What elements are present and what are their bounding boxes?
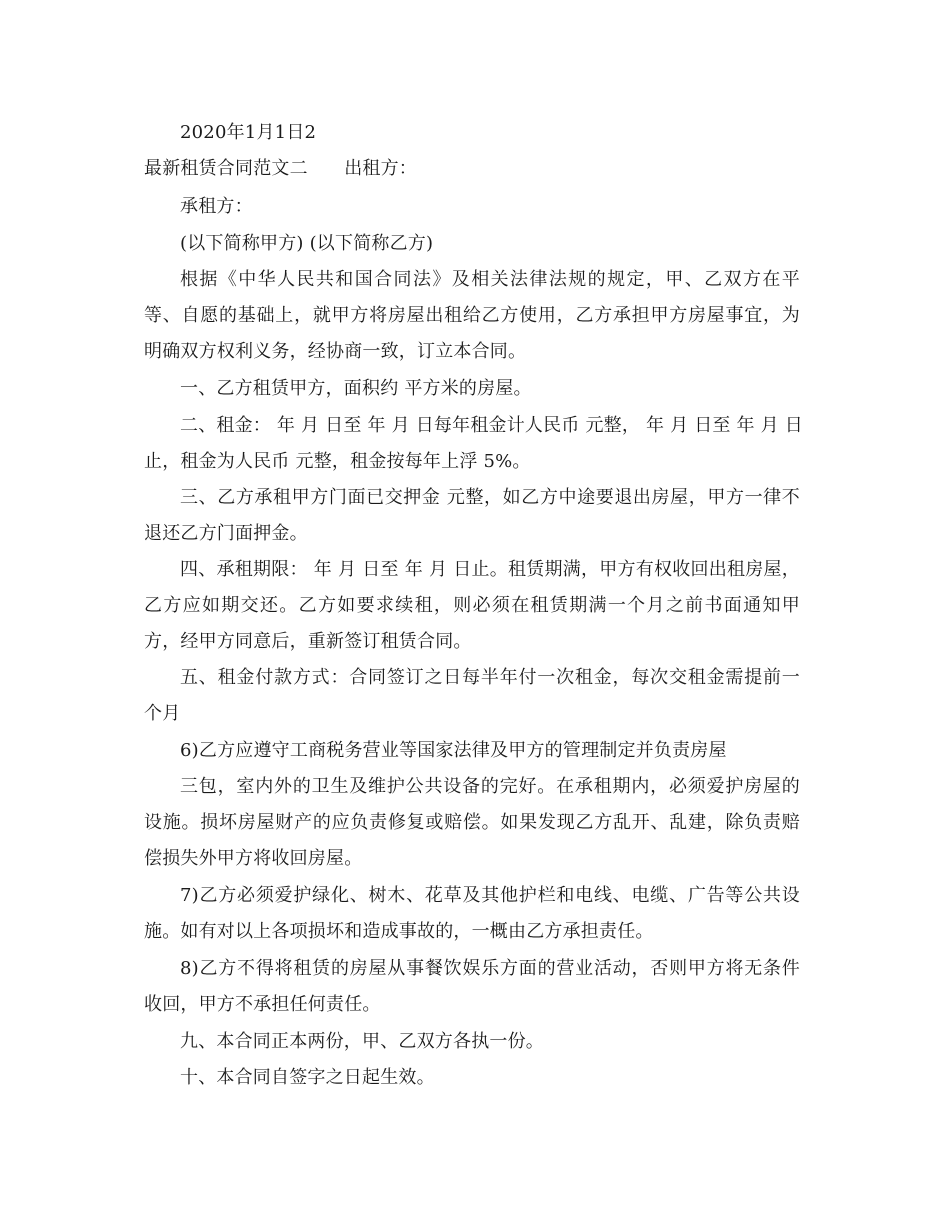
item-6-line-3: 设施。损坏房屋财产的应负责修复或赔偿。如果发现乙方乱开、乱建，除负责赔 bbox=[144, 812, 800, 833]
item-8-line-1: 8)乙方不得将租赁的房屋从事餐饮娱乐方面的营业活动，否则甲方将无条件 bbox=[180, 958, 800, 979]
clause-4-line-1: 四、承租期限： 年 月 日至 年 月 日止。租赁期满，甲方有权收回出租房屋， bbox=[180, 559, 800, 580]
item-8-line-2: 收回，甲方不承担任何责任。 bbox=[144, 994, 381, 1015]
lessee-line: 承租方： bbox=[180, 196, 253, 217]
intro-line-3: 明确双方权利义务，经协商一致，订立本合同。 bbox=[144, 341, 527, 362]
intro-line-2: 等、自愿的基础上，就甲方将房屋出租给乙方使用，乙方承担甲方房屋事宜，为 bbox=[144, 305, 800, 326]
intro-line-1: 根据《中华人民共和国合同法》及相关法律法规的规定，甲、乙双方在平 bbox=[180, 269, 800, 290]
item-6-line-2: 三包，室内外的卫生及维护公共设备的完好。在承租期内，必须爱护房屋的 bbox=[180, 776, 800, 797]
document-title-line: 最新租赁合同范文二 出租方： bbox=[144, 158, 417, 179]
clause-9: 九、本合同正本两份，甲、乙双方各执一份。 bbox=[180, 1031, 544, 1052]
clause-2-line-1: 二、租金： 年 月 日至 年 月 日每年租金计人民币 元整， 年 月 日至 年 月 日 bbox=[180, 415, 803, 436]
clause-2-line-2: 止，租金为人民币 元整，租金按每年上浮 5%。 bbox=[144, 451, 531, 472]
clause-5-line-1: 五、租金付款方式：合同签订之日每半年付一次租金，每次交租金需提前一 bbox=[180, 667, 800, 688]
item-6-line-1: 6)乙方应遵守工商税务营业等国家法律及甲方的管理制定并负责房屋 bbox=[180, 740, 727, 761]
clause-1: 一、乙方租赁甲方，面积约 平方米的房屋。 bbox=[180, 378, 532, 399]
clause-5-line-2: 个月 bbox=[144, 703, 181, 724]
clause-3-line-2: 退还乙方门面押金。 bbox=[144, 523, 308, 544]
item-7-line-2: 施。如有对以上各项损坏和造成事故的，一概由乙方承担责任。 bbox=[144, 921, 654, 942]
item-6-line-4: 偿损失外甲方将收回房屋。 bbox=[144, 848, 363, 869]
abbreviation-line: (以下简称甲方) (以下简称乙方) bbox=[180, 233, 434, 254]
item-7-line-1: 7)乙方必须爱护绿化、树木、花草及其他护栏和电线、电缆、广告等公共设 bbox=[180, 885, 800, 906]
clause-4-line-3: 方，经甲方同意后，重新签订租赁合同。 bbox=[144, 631, 472, 652]
clause-4-line-2: 乙方应如期交还。乙方如要求续租，则必须在租赁期满一个月之前书面通知甲 bbox=[144, 595, 800, 616]
clause-10: 十、本合同自签字之日起生效。 bbox=[180, 1067, 435, 1088]
clause-3-line-1: 三、乙方承租甲方门面已交押金 元整，如乙方中途要退出房屋，甲方一律不 bbox=[180, 487, 800, 508]
date-line: 2020年1月1日2 bbox=[180, 122, 317, 143]
